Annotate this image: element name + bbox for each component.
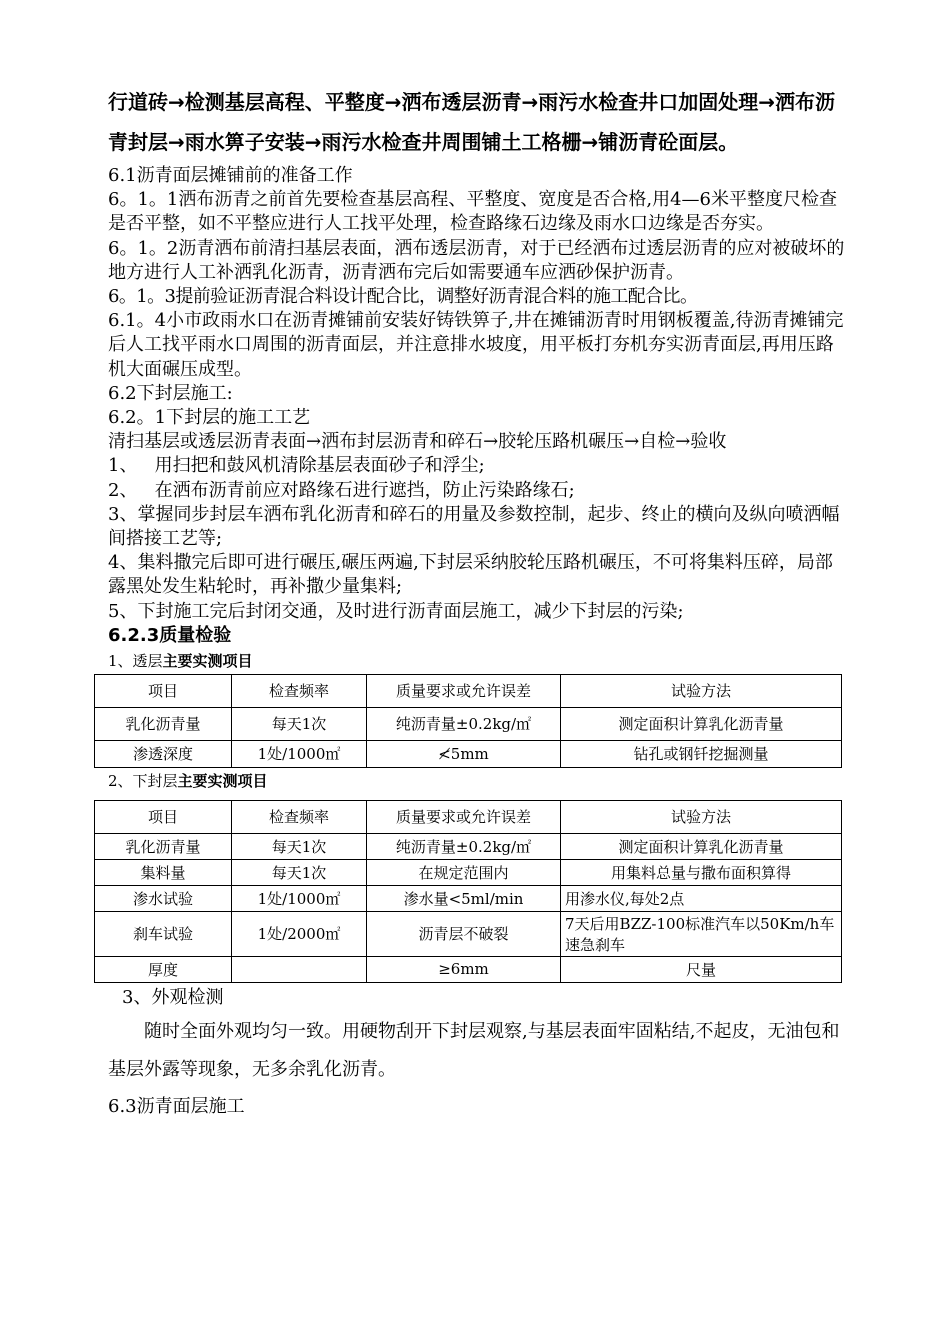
- table-row: [95, 956, 842, 982]
- table-row: [95, 885, 842, 911]
- table-cell: 每天1次: [232, 707, 367, 740]
- table-cell: 刹车试验: [95, 911, 232, 956]
- table-cell: 乳化沥青量: [95, 707, 232, 740]
- section-6-3-title: 6.3沥青面层施工: [108, 1095, 245, 1117]
- table-cell: ≮5mm: [367, 740, 561, 767]
- appearance-check-paragraph: 随时全面外观均匀一致。用硬物刮开下封层观察,与基层表面牢固粘结,不起皮，无油包和基层外露等现象，无多余乳化沥青。: [108, 1020, 840, 1080]
- table-cell: 每天1次: [232, 833, 367, 859]
- sealing-process-flow: 清扫基层或透层沥青表面→洒布封层沥青和碎石→胶轮压路机碾压→自检→验收: [108, 431, 727, 453]
- table-row: [95, 859, 842, 885]
- table-cell: 纯沥青量±0.2kg/㎡: [367, 707, 561, 740]
- table-row: [95, 740, 842, 767]
- table-header-row: [95, 674, 842, 707]
- table-row: [95, 911, 842, 956]
- paragraph-6-1-1: 6。1。1洒布沥青之前首先要检查基层高程、平整度、宽度是否合格,用4—6米平整度尺检查是否平整，如不平整应进行人工找平处理，检查路缘石边缘及雨水口边缘是否夯实。: [108, 189, 837, 235]
- table1-caption: 1、透层主要实测项目: [108, 651, 253, 670]
- section-6-2-1-title: 6.2。1下封层的施工工艺: [108, 407, 311, 429]
- table-cell: 在规定范围内: [367, 859, 561, 885]
- table-cell: 渗透深度: [95, 740, 232, 767]
- table-cell: ≥6mm: [367, 956, 561, 982]
- table-row: [95, 833, 842, 859]
- appearance-check-title: 3、外观检测: [122, 986, 224, 1008]
- paragraph-6-1-2: 6。1。2沥青洒布前清扫基层表面，洒布透层沥青，对于已经洒布过透层沥青的应对被破坏的地方进行人工补洒乳化沥青，沥青洒布完后如需要通车应洒砂保护沥青。: [108, 237, 845, 283]
- table-cell: 用渗水仪,每处2点: [561, 885, 842, 911]
- list-item: 1、 用扫把和鼓风机清除基层表面砂子和浮尘;: [108, 455, 485, 477]
- prime-coat-inspection-table: [94, 674, 842, 768]
- table-row: [95, 707, 842, 740]
- table-header: 检查频率: [232, 674, 367, 707]
- table-cell: 用集料总量与撒布面积算得: [561, 859, 842, 885]
- list-item: 5、下封施工完后封闭交通，及时进行沥青面层施工，减少下封层的污染;: [108, 600, 684, 622]
- table-header: 检查频率: [232, 800, 367, 833]
- section-6-1-title: 6.1沥青面层摊铺前的准备工作: [108, 165, 353, 186]
- table-header: 质量要求或允许误差: [367, 674, 561, 707]
- table-cell: 7天后用BZZ-100标准汽车以50Km/h车速急刹车: [561, 911, 842, 956]
- list-item: 4、集料撒完后即可进行碾压,碾压两遍,下封层采纳胶轮压路机碾压，不可将集料压碎，局部露黑处发生粘轮时，再补撒少量集料;: [108, 552, 833, 598]
- table-cell: [232, 956, 367, 982]
- table-cell: 1处/1000㎡: [232, 740, 367, 767]
- list-item: 3、掌握同步封层车洒布乳化沥青和碎石的用量及参数控制，起步、终止的横向及纵向喷洒幅间搭接工艺等;: [108, 503, 840, 550]
- table-header-row: [95, 800, 842, 833]
- table-cell: 测定面积计算乳化沥青量: [561, 833, 842, 859]
- table-cell: 渗水试验: [95, 885, 232, 911]
- paragraph-6-1-4: 6.1。4小市政雨水口在沥青摊铺前安装好铸铁箅子,井在摊铺沥青时用钢板覆盖,待沥青摊铺完后人工找平雨水口周围的沥青面层，并注意排水坡度，用平板打夯机夯实沥青面层,再用压路机大面碾压成型。: [108, 310, 844, 380]
- table-cell: 乳化沥青量: [95, 833, 232, 859]
- document-page: [108, 82, 848, 1125]
- section-6-2-title: 6.2下封层施工:: [108, 382, 233, 404]
- paragraph-6-1-3: 6。1。3提前验证沥青混合料设计配合比，调整好沥青混合料的施工配合比。: [108, 286, 698, 308]
- list-item: 2、 在洒布沥青前应对路缘石进行遮挡，防止污染路缘石;: [108, 479, 575, 501]
- table-cell: 钻孔或钢钎挖掘测量: [561, 740, 842, 767]
- table-cell: 沥青层不破裂: [367, 911, 561, 956]
- table-header: 质量要求或允许误差: [367, 800, 561, 833]
- table-cell: 纯沥青量±0.2kg/㎡: [367, 833, 561, 859]
- table2-caption: 2、下封层主要实测项目: [108, 771, 268, 790]
- table-header: 项目: [95, 800, 232, 833]
- section-6-2-3-title: 6.2.3质量检验: [108, 624, 232, 646]
- table-cell: 尺量: [561, 956, 842, 982]
- table-header: 试验方法: [561, 800, 842, 833]
- table-cell: 渗水量<5ml/min: [367, 885, 561, 911]
- table-header: 试验方法: [561, 674, 842, 707]
- table-cell: 每天1次: [232, 859, 367, 885]
- table-cell: 测定面积计算乳化沥青量: [561, 707, 842, 740]
- table-cell: 厚度: [95, 956, 232, 982]
- lower-seal-inspection-table: [94, 800, 842, 983]
- table-cell: 集料量: [95, 859, 232, 885]
- table-header: 项目: [95, 674, 232, 707]
- table-cell: 1处/2000㎡: [232, 911, 367, 956]
- process-flow-heading: 行道砖→检测基层高程、平整度→洒布透层沥青→雨污水检查井口加固处理→洒布沥青封层→雨水箅子安装→雨污水检查井周围铺土工格栅→铺沥青砼面层。: [108, 90, 836, 154]
- table-cell: 1处/1000㎡: [232, 885, 367, 911]
